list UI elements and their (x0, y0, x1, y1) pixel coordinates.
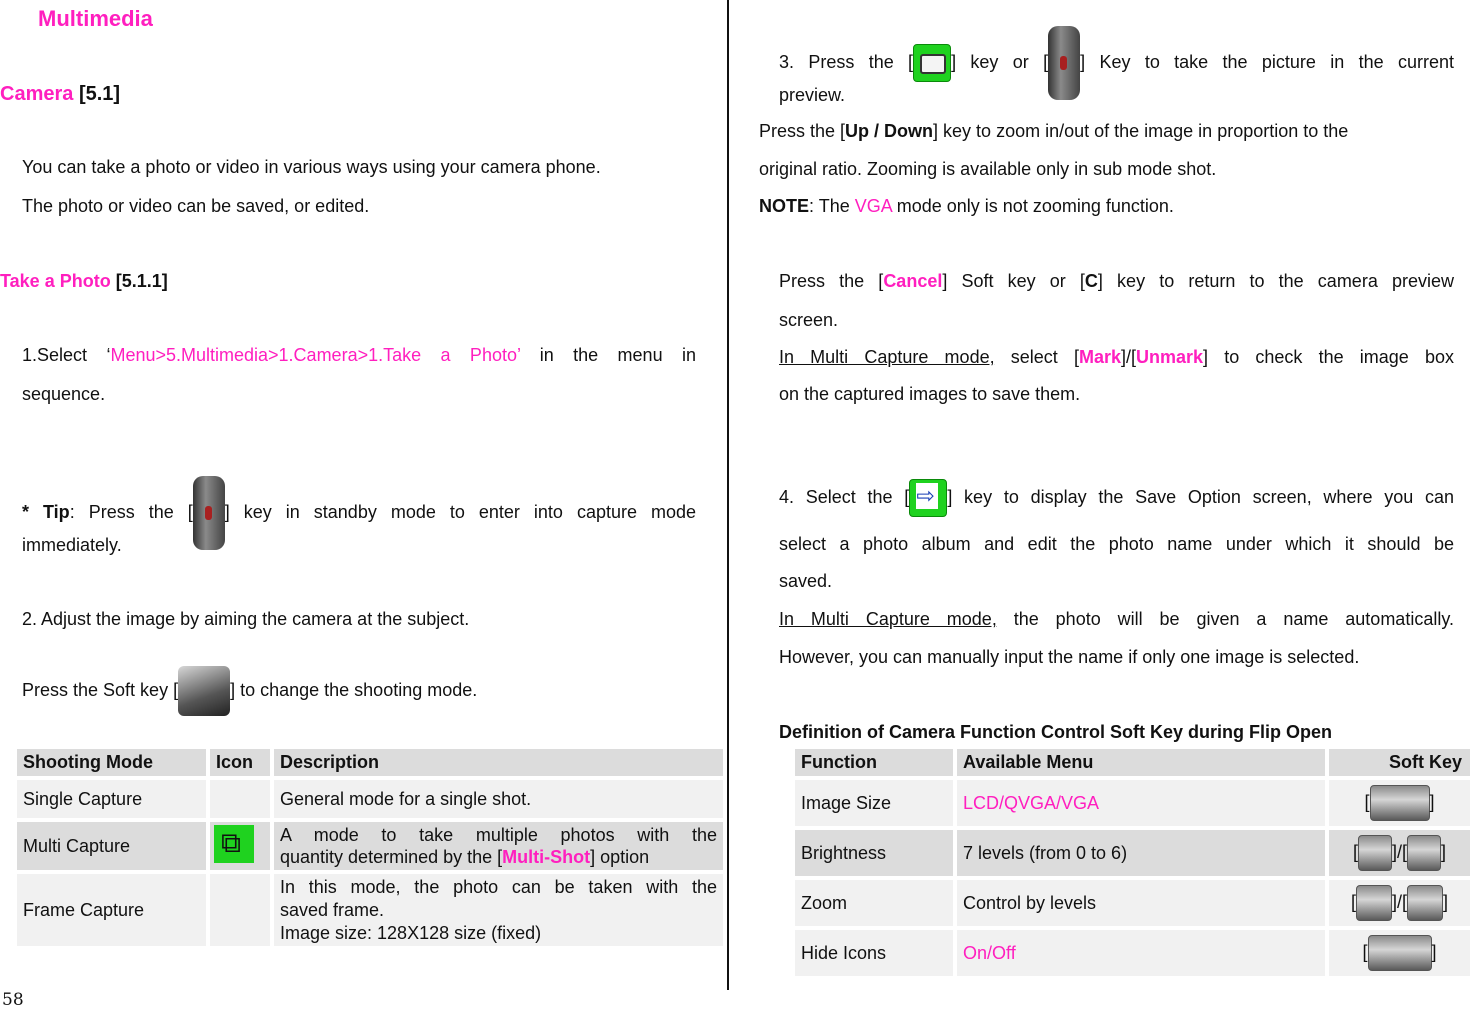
soft-key-text-a: Press the Soft key [ (22, 680, 179, 700)
soft-key-line (22, 646, 477, 700)
zoom-line-2: original ratio. Zooming is available only in sub mode shot. (759, 159, 1217, 179)
tip-line-2: immediately. (22, 535, 122, 555)
step-4-line-2: select a photo album and edit the photo name under which it should be (779, 534, 1454, 554)
hide-icons-key-icon (1368, 935, 1432, 971)
take-photo-heading (0, 271, 168, 292)
step-4-text-b: ] key to display the Save Option screen, where you can (947, 487, 1454, 507)
step-1-prefix: 1.Select ‘ (22, 345, 111, 365)
multi-mark-line-2: on the captured images to save them. (779, 384, 1081, 404)
zoom-line (759, 121, 1348, 142)
function-cell: Image Size (795, 780, 953, 826)
description-cell (274, 822, 723, 870)
note-line (759, 196, 1174, 217)
desc-line: Image size: 128X128 size (fixed) (280, 922, 542, 943)
mode-cell: Frame Capture (17, 874, 206, 946)
save-key-icon (909, 479, 947, 517)
c-key: C (1084, 271, 1098, 291)
multi-name-text: the photo will be given a name automatically. (996, 609, 1454, 629)
multi-name-line (779, 609, 1454, 630)
icon-cell (210, 780, 270, 818)
star-key-icon (1370, 785, 1430, 821)
cancel-key: Cancel (883, 271, 943, 291)
desc-line: A mode to take multiple photos with the (280, 825, 717, 845)
zoom-text-b: ] key to zoom in/out of the image in proportion to the (933, 121, 1349, 141)
mark-key: Mark (1078, 347, 1121, 367)
vga-label: VGA (854, 196, 892, 216)
desc-text: quantity determined by the [ (280, 847, 503, 867)
camera-heading (0, 83, 120, 106)
side-key-icon (1048, 26, 1080, 100)
table-row (17, 780, 723, 818)
note-label: NOTE (759, 196, 810, 216)
soft-key-cell: [ ] (1329, 780, 1470, 826)
tip-text-b: ] key in standby mode to enter into capture mode (224, 502, 697, 522)
soft-key-table (791, 745, 1470, 980)
step-4-line-3: saved. (779, 571, 833, 591)
take-photo-code: [5.1.1] (115, 271, 168, 291)
icon-cell (210, 874, 270, 946)
multi-mark-line (779, 347, 1454, 368)
table-row (17, 822, 723, 870)
desc-text: ] option (590, 847, 650, 867)
multi-capture-icon (214, 825, 254, 863)
cancel-line-2: screen. (779, 310, 839, 330)
camera-side-key-icon (193, 476, 225, 550)
desc-line: In this mode, the photo can be taken with the (280, 876, 717, 897)
note-text-a: : The (809, 196, 855, 216)
col-icon: Icon (210, 749, 270, 776)
cancel-text-a: Press the [ (779, 271, 884, 291)
table-row (795, 880, 1470, 926)
unmark-key: Unmark (1136, 347, 1204, 367)
multi-text-b: ]/[ (1121, 347, 1137, 367)
step-1-line-2: sequence. (22, 384, 106, 404)
step-3-text-a: 3. Press the [ (779, 52, 914, 72)
brightness-up-key-icon (1407, 835, 1441, 871)
table-row (795, 930, 1470, 976)
zoom-out-key-icon (1356, 885, 1392, 921)
up-down-key: Up / Down (845, 121, 934, 141)
page-number: 58 (2, 990, 24, 1010)
multi-capture-mode-label: In Multi Capture mode, (779, 609, 997, 629)
tip-label: * Tip (22, 502, 70, 522)
col-function: Function (795, 749, 953, 776)
table-row (795, 780, 1470, 826)
col-shooting-mode: Shooting Mode (17, 749, 206, 776)
function-cell: Brightness (795, 830, 953, 876)
multi-capture-mode-label: In Multi Capture mode, (779, 347, 995, 367)
step-3-text-c: ] Key to take the picture in the current (1080, 52, 1454, 72)
step-4 (779, 462, 1454, 512)
multi-text-c: ] to check the image box (1203, 347, 1454, 367)
soft-key-cell: [ ]/[ ] (1329, 830, 1470, 876)
tip (22, 450, 696, 530)
menu-cell: LCD/QVGA/VGA (957, 780, 1325, 826)
step-3-text-b: ] key or [ (951, 52, 1049, 72)
description-cell: General mode for a single shot. (274, 780, 723, 818)
shooting-mode-table (13, 745, 727, 950)
multi-shot-option: Multi-Shot (502, 847, 591, 867)
definition-title: Definition of Camera Function Control Soft Key during Flip Open (779, 722, 1332, 742)
menu-cell: On/Off (957, 930, 1325, 976)
col-available-menu: Available Menu (957, 749, 1325, 776)
step-3 (779, 0, 1454, 78)
step-2: 2. Adjust the image by aiming the camera at the subject. (22, 609, 470, 629)
column-divider (727, 0, 729, 990)
description-cell (274, 874, 723, 946)
zoom-in-key-icon (1407, 885, 1443, 921)
col-soft-key: Soft Key (1329, 749, 1470, 776)
intro-line-2: The photo or video can be saved, or edited. (22, 196, 370, 216)
soft-key-cell: [ ] (1329, 930, 1470, 976)
table-row (795, 830, 1470, 876)
camera-code: [5.1] (78, 83, 121, 105)
section-title: Multimedia (38, 6, 153, 31)
take-photo-title: Take a Photo (0, 271, 111, 291)
step-3-line-2: preview. (779, 85, 846, 105)
zoom-text-a: Press the [ (759, 121, 846, 141)
soft-key-text-b: ] to change the shooting mode. (230, 680, 478, 700)
function-cell: Zoom (795, 880, 953, 926)
multi-text-a: select [ (994, 347, 1079, 367)
table-row (17, 874, 723, 946)
mode-cell: Multi Capture (17, 822, 206, 870)
col-description: Description (274, 749, 723, 776)
camera-title: Camera (0, 83, 74, 105)
note-text-b: mode only is not zooming function. (891, 196, 1174, 216)
multi-name-line-2: However, you can manually input the name if only one image is selected. (779, 647, 1360, 667)
camera-key-icon (913, 44, 951, 82)
step-4-text-a: 4. Select the [ (779, 487, 910, 507)
function-cell: Hide Icons (795, 930, 953, 976)
menu-cell: Control by levels (957, 880, 1325, 926)
tip-text-a: : Press the [ (69, 502, 193, 522)
mode-cell: Single Capture (17, 780, 206, 818)
brightness-down-key-icon (1358, 835, 1392, 871)
step-1-suffix: in the menu in (520, 345, 696, 365)
cancel-text-d: ] key to return to the camera preview (1097, 271, 1454, 291)
menu-path: Menu>5.Multimedia>1.Camera>1.Take a Photo’ (110, 345, 521, 365)
desc-line: saved frame. (280, 899, 385, 920)
intro-line-1: You can take a photo or video in various ways using your camera phone. (22, 157, 601, 177)
icon-cell (210, 822, 270, 870)
cancel-line (779, 271, 1454, 292)
cancel-text-b: ] Soft key or [ (942, 271, 1085, 291)
soft-key-icon (178, 666, 230, 716)
step-1 (22, 345, 696, 366)
menu-cell: 7 levels (from 0 to 6) (957, 830, 1325, 876)
soft-key-cell: [ ]/[ ] (1329, 880, 1470, 926)
